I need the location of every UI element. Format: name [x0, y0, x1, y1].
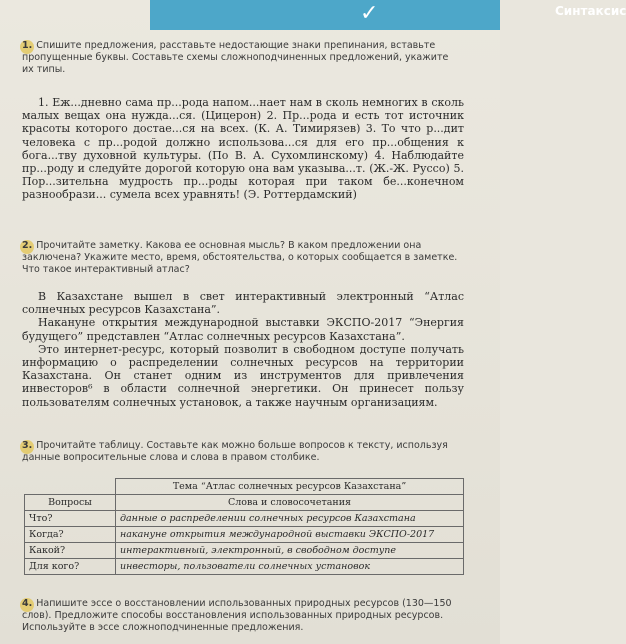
task-3-instruction: [22, 440, 462, 464]
task-1-sentences: [22, 96, 464, 202]
table-words: инвесторы, пользователи солнечных установок: [116, 559, 464, 575]
table-question: Когда?: [25, 527, 116, 543]
table-empty-cell: [25, 479, 116, 495]
table-row: [25, 511, 464, 527]
task-3-instruction-text: Прочитайте таблицу. Составьте как можно больше вопросов к тексту, используя данные вопросительные слова и слова в правом столбике.: [22, 440, 448, 463]
table-question: Что?: [25, 511, 116, 527]
task-4-instruction: [22, 598, 462, 634]
task-4-number: 4.: [22, 598, 33, 609]
table-row: [25, 559, 464, 575]
task-1-instruction-text: Спишите предложения, расставьте недостающие знаки препинания, вставьте пропущенные буквы. Составьте схемы сложноподчиненных предложений, укажите их типы.: [22, 40, 449, 75]
article-text: [22, 290, 464, 409]
section-title: Синтаксис: [555, 4, 626, 18]
table-header-questions: Вопросы: [25, 495, 116, 511]
table-row: [25, 527, 464, 543]
table-question: Какой?: [25, 543, 116, 559]
checkmark-icon: ✓: [360, 1, 379, 26]
questions-table: [24, 478, 464, 575]
table-words: накануне открытия международной выставки ЭКСПО-2017: [116, 527, 464, 543]
article-paragraph-3: Это интернет-ресурс, который позволит в свободном доступе получать информацию о распределении солнечных ресурсов на территории Казахстана. Он станет одним из инструментов для привлечения инвесторов⁶ в области солнечной энергетики. Он принесет пользу пользователям солнечных установок, а также научным организациям.: [22, 342, 464, 409]
table-theme: Тема “Атлас солнечных ресурсов Казахстана”: [116, 479, 464, 495]
section-header-bar: [150, 0, 626, 30]
table-words: данные о распределении солнечных ресурсов Казахстана: [116, 511, 464, 527]
article-paragraph-1: В Казахстане вышел в свет интерактивный электронный “Атлас солнечных ресурсов Казахстана”.: [22, 290, 464, 317]
table-header-words: Слова и словосочетания: [116, 495, 464, 511]
task-3-number: 3.: [22, 440, 33, 451]
task-4-instruction-text: Напишите эссе о восстановлении использованных природных ресурсов (130—150 слов). Предложите способы восстановления использованных природных ресурсов. Используйте в эссе сложноподчиненные предложения.: [22, 598, 452, 633]
task-1-text: 1. Еж...дневно сама пр...рода напом...нает нам в сколь немногих в сколь малых вещах она нужда...ся. (Цицерон) 2. Пр...рода и есть тот источник красоты которого достае...ся на всех. (К. А. Тимирязев) 3. То что р...дит человека с пр...родой должно использова...ся для его пр...общения к бога...тву духовной культуры. (По В. А. Сухомлинскому) 4. Наблюдайте пр...роду и следуйте дорогой которую она вам указыва...т. (Ж.-Ж. Руссо) 5. Пор...зительна мудрость пр...роды которая при таком бе...конечном разнообрази... сумела всех уравнять! (Э. Роттердамский): [22, 96, 464, 202]
task-1-instruction: [22, 40, 462, 76]
article-paragraph-2: Накануне открытия международной выставки ЭКСПО-2017 “Энергия будущего” представлен “Атлас солнечных ресурсов Казахстана”.: [22, 316, 464, 343]
table-row: [25, 543, 464, 559]
task-2-number: 2.: [22, 240, 33, 251]
task-2-instruction-text: Прочитайте заметку. Какова ее основная мысль? В каком предложении она заключена? Укажите место, время, обстоятельства, о которых сообщается в заметке. Что такое интерактивный атлас?: [22, 240, 458, 275]
task-1-number: 1.: [22, 40, 33, 51]
table-question: Для кого?: [25, 559, 116, 575]
task-2-instruction: [22, 240, 462, 276]
table-words: интерактивный, электронный, в свободном доступе: [116, 543, 464, 559]
